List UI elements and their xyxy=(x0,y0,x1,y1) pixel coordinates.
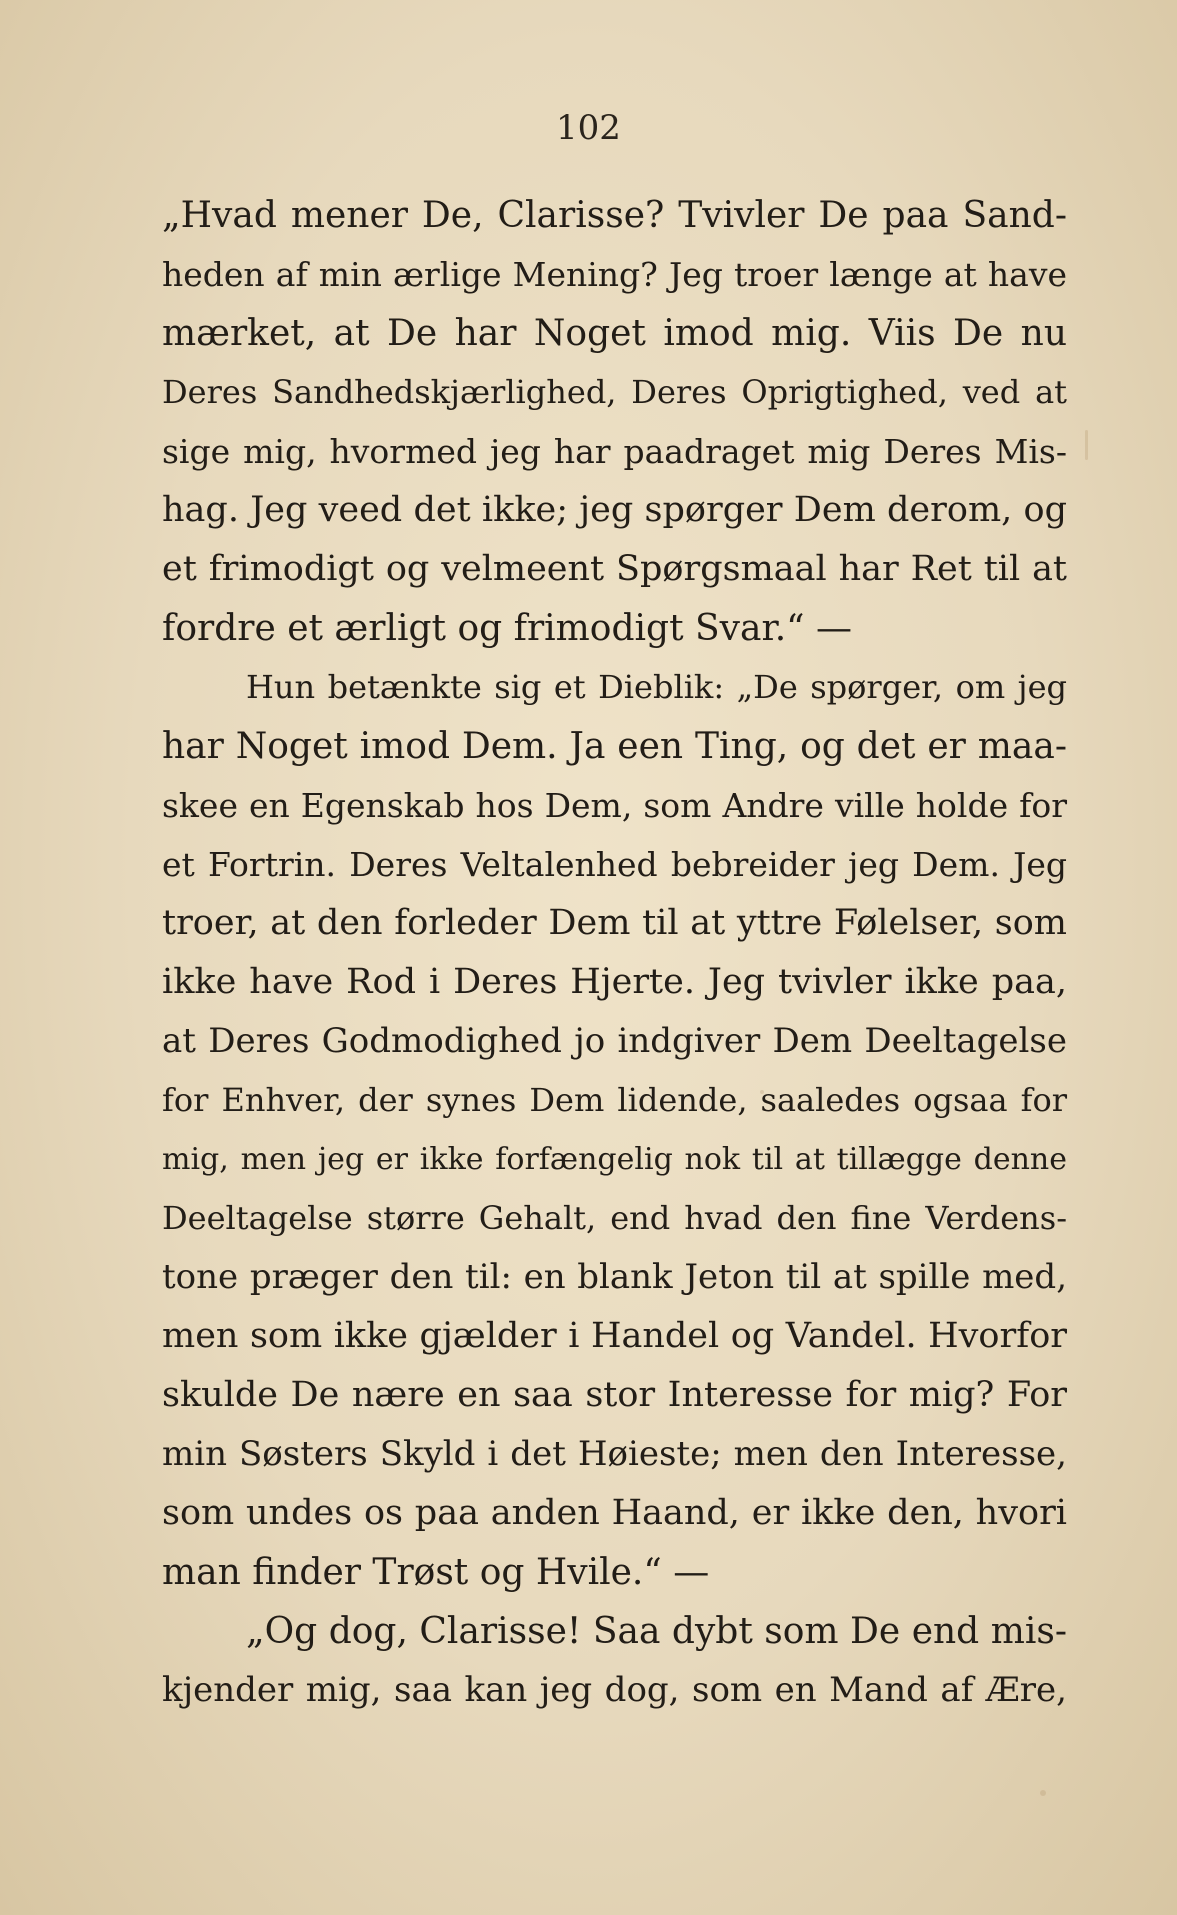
text-line: et Fortrin. Deres Veltalenhed bebreider jeg Dem. Jeg xyxy=(162,845,1067,884)
paper-stain xyxy=(1085,430,1088,460)
text-line: min Søsters Skyld i det Høieste; men den Interesse, xyxy=(162,1434,1067,1474)
text-line: at Deres Godmodighed jo indgiver Dem Deeltagelse xyxy=(162,1021,1067,1061)
text-line: skulde De nære en saa stor Interesse for mig? For xyxy=(162,1375,1067,1415)
text-line: mærket, at De har Noget imod mig. Viis De nu xyxy=(162,313,1067,354)
text-line: sige mig, hvormed jeg har paadraget mig Deres Mis- xyxy=(162,432,1067,471)
page-number: 102 xyxy=(556,108,621,148)
text-line: man finder Trøst og Hvile.“ — xyxy=(162,1552,710,1593)
text-line: har Noget imod Dem. Ja een Ting, og det er maa- xyxy=(162,726,1067,767)
text-line: Hun betænkte sig et Dieblik: „De spørger, om jeg xyxy=(246,668,1067,706)
text-line: for Enhver, der synes Dem lidende, saaledes ogsaa for xyxy=(162,1081,1067,1119)
text-line: fordre et ærligt og frimodigt Svar.“ — xyxy=(162,608,852,649)
text-line: skee en Egenskab hos Dem, som Andre ville holde for xyxy=(162,786,1067,825)
text-line: mig, men jeg er ikke forfængelig nok til at tillægge denne xyxy=(162,1142,1067,1177)
text-line: Deeltagelse større Gehalt, end hvad den fine Verdens- xyxy=(162,1199,1067,1237)
text-line: et frimodigt og velmeent Spørgsmaal har Ret til at xyxy=(162,549,1067,589)
text-line: ikke have Rod i Deres Hjerte. Jeg tvivler ikke paa, xyxy=(162,962,1067,1002)
text-line: „Hvad mener De, Clarisse? Tvivler De paa Sand- xyxy=(162,195,1067,236)
paper-stain xyxy=(1040,1790,1046,1796)
body-text xyxy=(162,186,1067,1720)
text-line: „Og dog, Clarisse! Saa dybt som De end mis- xyxy=(246,1611,1067,1652)
text-line: heden af min ærlige Mening? Jeg troer længe at have xyxy=(162,255,1067,294)
text-line: kjender mig, saa kan jeg dog, som en Mand af Ære, xyxy=(162,1670,1067,1710)
text-line: men som ikke gjælder i Handel og Vandel. Hvorfor xyxy=(162,1316,1067,1356)
text-line: troer, at den forleder Dem til at yttre Følelser, som xyxy=(162,903,1067,943)
text-line: Deres Sandhedskjærlighed, Deres Oprigtighed, ved at xyxy=(162,373,1067,411)
text-line: hag. Jeg veed det ikke; jeg spørger Dem derom, og xyxy=(162,490,1067,530)
text-line: tone præger den til: en blank Jeton til at spille med, xyxy=(162,1257,1067,1297)
text-line: som undes os paa anden Haand, er ikke den, hvori xyxy=(162,1493,1067,1533)
